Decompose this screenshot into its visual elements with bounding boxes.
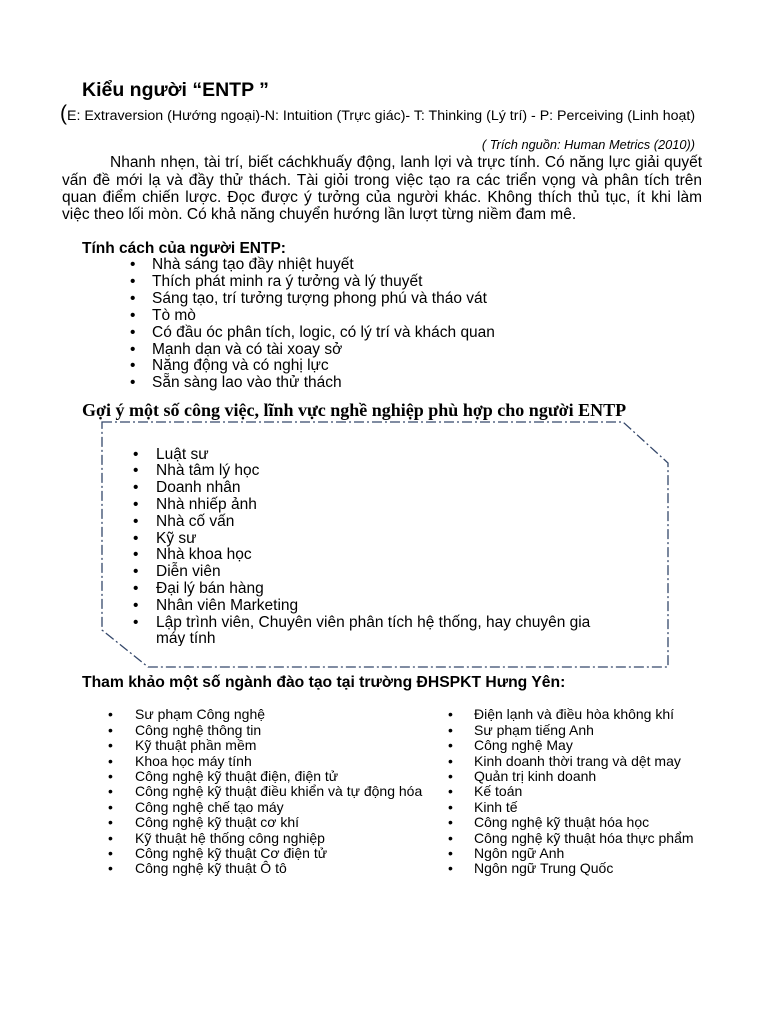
- programs-list-left: [108, 707, 422, 876]
- list-item: • Kỹ sư: [133, 531, 604, 548]
- list-item: • Lập trình viên, Chuyên viên phân tích hệ thống, hay chuyên gia máy tính: [133, 615, 604, 646]
- list-item: • Sẵn sàng lao vào thử thách: [130, 375, 495, 392]
- list-item: • Ngôn ngữ Trung Quốc: [448, 861, 694, 876]
- list-item: • Nhà sáng tạo đầy nhiệt huyết: [130, 257, 495, 274]
- list-item: • Công nghệ kỹ thuật điện, điện tử: [108, 769, 422, 784]
- list-item: • Sư phạm Công nghệ: [108, 707, 422, 722]
- dimensions-open-paren: (: [60, 102, 67, 125]
- list-item: • Nhà khoa học: [133, 547, 604, 564]
- list-item: • Có đầu óc phân tích, logic, có lý trí và khách quan: [130, 325, 495, 342]
- list-item: • Nhân viên Marketing: [133, 598, 604, 615]
- list-item: • Công nghệ kỹ thuật hóa thực phẩm: [448, 831, 694, 846]
- programs-heading: Tham khảo một số ngành đào tạo tại trường ĐHSPKT Hưng Yên:: [82, 674, 566, 691]
- list-item: • Công nghệ kỹ thuật cơ khí: [108, 815, 422, 830]
- list-item: • Nhà cố vấn: [133, 514, 604, 531]
- list-item: • Công nghệ kỹ thuật điều khiển và tự động hóa: [108, 784, 422, 799]
- list-item: • Thích phát minh ra ý tưởng và lý thuyết: [130, 274, 495, 291]
- list-item: • Năng động và có nghị lực: [130, 358, 495, 375]
- list-item: • Nhà tâm lý học: [133, 463, 604, 480]
- list-item: • Sáng tạo, trí tưởng tượng phong phú và tháo vát: [130, 291, 495, 308]
- list-item: • Doanh nhân: [133, 480, 604, 497]
- list-item: • Tò mò: [130, 308, 495, 325]
- list-item: • Kế toán: [448, 784, 694, 799]
- source-citation: ( Trích nguồn: Human Metrics (2010)): [481, 137, 695, 152]
- list-item: • Quản trị kinh doanh: [448, 769, 694, 784]
- list-item: • Ngôn ngữ Anh: [448, 846, 694, 861]
- list-item: • Công nghệ kỹ thuật Cơ điện tử: [108, 846, 422, 861]
- list-item: • Đại lý bán hàng: [133, 581, 604, 598]
- list-item: • Luật sư: [133, 447, 604, 464]
- list-item: • Nhà nhiếp ảnh: [133, 497, 604, 514]
- programs-list-right: [448, 707, 694, 876]
- list-item: • Công nghệ kỹ thuật hóa học: [448, 815, 694, 830]
- traits-heading: Tính cách của người ENTP:: [82, 239, 286, 257]
- type-dimensions-line: [60, 103, 695, 127]
- traits-list: [130, 257, 495, 392]
- list-item: • Điện lạnh và điều hòa không khí: [448, 707, 694, 722]
- list-item: • Khoa học máy tính: [108, 754, 422, 769]
- list-item: • Công nghệ chế tạo máy: [108, 800, 422, 815]
- careers-heading: Gợi ý một số công việc, lĩnh vực nghề nghiệp phù hợp cho người ENTP: [82, 400, 627, 420]
- dimensions-text: E: Extraversion (Hướng ngoại)-N: Intuition (Trực giác)- T: Thinking (Lý trí) - P: Perceiving (Linh hoạt): [67, 108, 696, 124]
- list-item: • Công nghệ kỹ thuật Ô tô: [108, 861, 422, 876]
- careers-list: [133, 447, 604, 646]
- list-item: • Diễn viên: [133, 564, 604, 581]
- page-title: Kiểu người “ENTP ”: [82, 79, 269, 101]
- list-item: • Kinh doanh thời trang và dệt may: [448, 754, 694, 769]
- careers-textbox: [133, 447, 604, 646]
- list-item: • Công nghệ thông tin: [108, 723, 422, 738]
- list-item: • Kinh tế: [448, 800, 694, 815]
- list-item: • Sư phạm tiếng Anh: [448, 723, 694, 738]
- intro-paragraph: Nhanh nhẹn, tài trí, biết cáchkhuấy động, lanh lợi và trực tính. Có năng lực giải quyết vấn đề mới lạ và đầy thử thách. Tài giỏi trong việc tạo ra các triển vọng và phân tích trên quan điểm chiến lược. Đọc được ý tưởng của người khác. Không thích thủ tục, ít khi làm việc theo lối mòn. Có khả năng chuyển hướng lần lượt từng niềm đam mê.: [62, 154, 702, 224]
- list-item: • Kỹ thuật hệ thống công nghiệp: [108, 831, 422, 846]
- list-item: • Kỹ thuật phần mềm: [108, 738, 422, 753]
- list-item: • Công nghệ May: [448, 738, 694, 753]
- list-item: • Mạnh dạn và có tài xoay sở: [130, 342, 495, 359]
